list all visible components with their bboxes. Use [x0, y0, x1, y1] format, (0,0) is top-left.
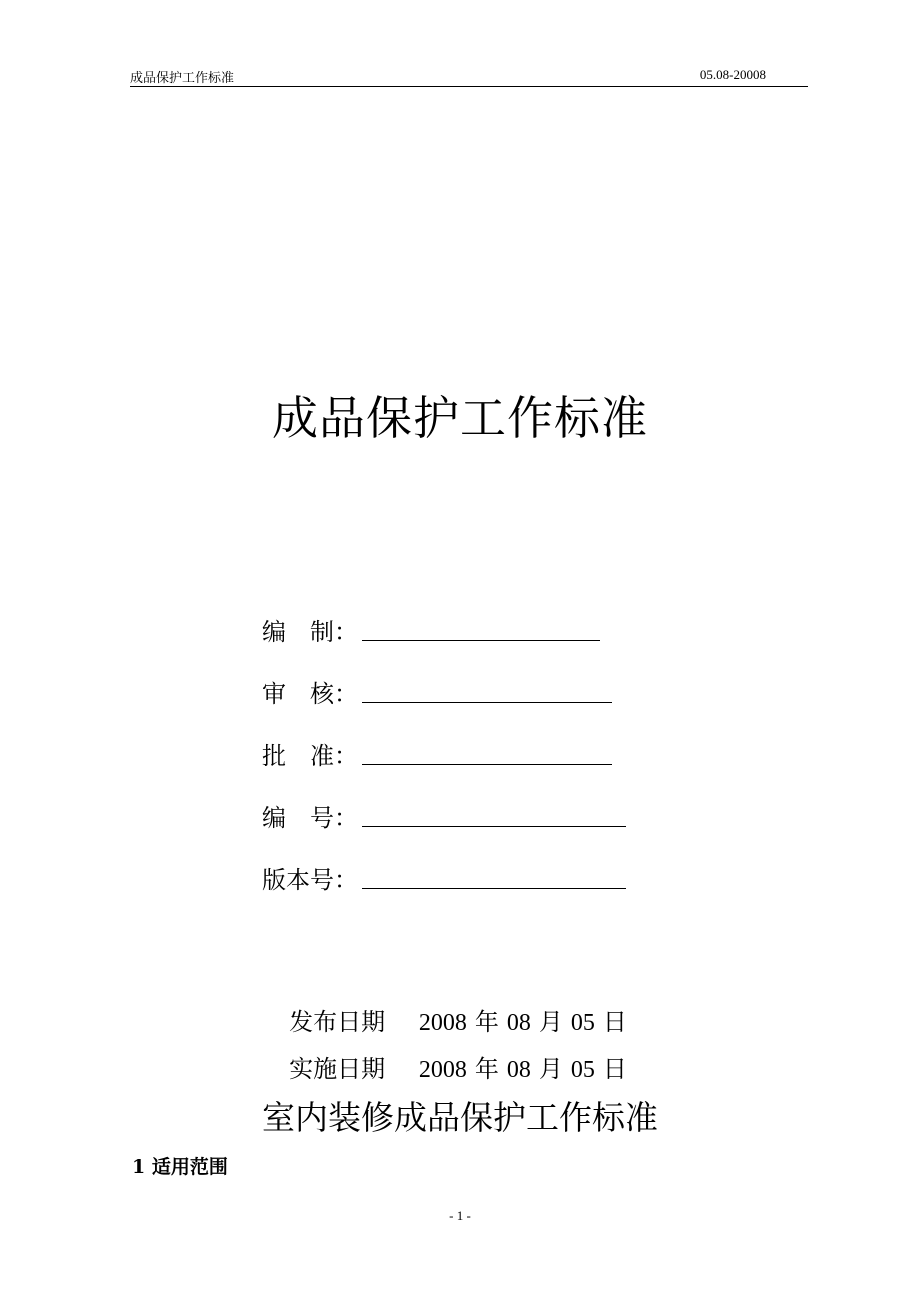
year: 2008 [418, 1057, 467, 1083]
date-label: 实施日期 [289, 1055, 386, 1083]
day-unit: 日 [602, 1008, 627, 1036]
section-heading: 1 适用范围 [132, 1156, 228, 1178]
year-unit: 年 [474, 1008, 499, 1036]
month-unit: 月 [538, 1055, 563, 1083]
document-title: 成品保护工作标准 [272, 391, 648, 445]
day: 05 [570, 1010, 595, 1036]
year: 2008 [418, 1010, 467, 1036]
date-label: 发布日期 [289, 1008, 386, 1036]
day: 05 [570, 1057, 595, 1083]
field-label: 审 核： [262, 680, 358, 708]
field-document-number [262, 798, 360, 832]
day-unit: 日 [602, 1055, 627, 1083]
blank-line [362, 764, 612, 765]
month-unit: 月 [538, 1008, 563, 1036]
blank-line [362, 702, 612, 703]
blank-line [362, 640, 600, 641]
field-label: 版本号： [262, 866, 358, 894]
field-label: 批 准： [262, 742, 358, 770]
month: 08 [506, 1057, 531, 1083]
blank-line [362, 888, 626, 889]
field-label: 编 制： [262, 618, 358, 646]
field-compiled-by [262, 612, 360, 646]
page-number: - 1 - [449, 1208, 471, 1223]
field-approved-by [262, 736, 360, 770]
year-unit: 年 [474, 1055, 499, 1083]
field-label: 编 号： [262, 804, 358, 832]
header-code: 05.08-20008 [699, 67, 766, 82]
header-title: 成品保护工作标准 [130, 71, 235, 86]
month: 08 [506, 1010, 531, 1036]
field-version-number [262, 860, 360, 894]
blank-line [362, 826, 626, 827]
field-reviewed-by [262, 674, 360, 708]
publish-date [0, 1002, 920, 1037]
section-title: 室内装修成品保护工作标准 [262, 1098, 658, 1137]
page-header [130, 64, 808, 87]
effective-date [0, 1049, 920, 1084]
